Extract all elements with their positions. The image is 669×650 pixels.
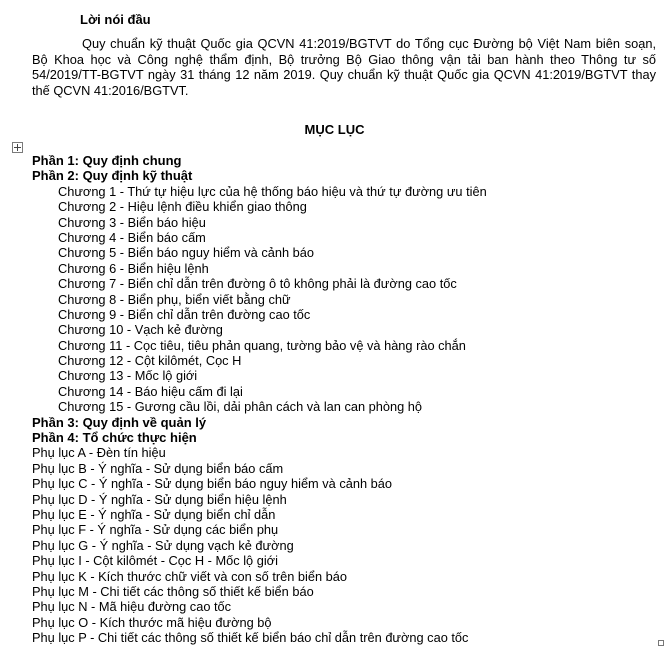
toc-chapter[interactable]: Chương 6 - Biển hiệu lệnh: [58, 260, 209, 276]
toc-chapter[interactable]: Chương 9 - Biển chỉ dẫn trên đường cao tốc: [58, 306, 311, 322]
toc-chapter[interactable]: Chương 10 - Vạch kẻ đường: [58, 322, 223, 338]
toc-chapter[interactable]: Chương 12 - Cột kilômét, Cọc H: [58, 353, 242, 369]
move-handle-icon[interactable]: [12, 142, 23, 153]
preface-title: Lời nói đầu: [80, 12, 151, 27]
toc-chapter[interactable]: Chương 5 - Biển báo nguy hiểm và cảnh báo: [58, 245, 314, 261]
toc-appendix[interactable]: Phụ lục F - Ý nghĩa - Sử dụng các biển phụ: [32, 522, 279, 538]
toc-part[interactable]: Phần 3: Quy định về quản lý: [32, 414, 207, 430]
toc-appendix[interactable]: Phụ lục B - Ý nghĩa - Sử dụng biển báo cấm: [32, 460, 284, 476]
toc-part[interactable]: Phần 1: Quy định chung: [32, 153, 182, 168]
toc-appendix[interactable]: Phụ lục K - Kích thước chữ viết và con số trên biển báo: [32, 568, 348, 584]
toc-part[interactable]: Phần 4: Tổ chức thực hiện: [32, 430, 197, 446]
toc-appendix[interactable]: Phụ lục M - Chi tiết các thông số thiết kế biển báo: [32, 583, 314, 599]
toc-appendix[interactable]: Phụ lục O - Kích thước mã hiệu đường bộ: [32, 614, 272, 630]
toc-appendix[interactable]: Phụ lục P - Chi tiết các thông số thiết kế biển báo chỉ dẫn trên đường cao tốc: [32, 630, 469, 646]
toc-appendix[interactable]: Phụ lục N - Mã hiệu đường cao tốc: [32, 599, 232, 615]
toc-chapter[interactable]: Chương 13 - Mốc lộ giới: [58, 368, 198, 384]
toc-part[interactable]: Phần 2: Quy định kỹ thuật: [32, 168, 193, 184]
toc-chapter[interactable]: Chương 14 - Báo hiệu cấm đi lại: [58, 383, 243, 399]
table-of-contents: [32, 153, 662, 646]
toc-chapter[interactable]: Chương 4 - Biển báo cấm: [58, 229, 206, 245]
toc-title: MỤC LỤC: [304, 122, 365, 137]
toc-chapter[interactable]: Chương 11 - Cọc tiêu, tiêu phản quang, tường bảo vệ và hàng rào chắn: [58, 337, 466, 353]
toc-appendix[interactable]: Phụ lục C - Ý nghĩa - Sử dụng biển báo nguy hiểm và cảnh báo: [32, 476, 392, 492]
toc-appendix[interactable]: Phụ lục G - Ý nghĩa - Sử dụng vạch kẻ đường: [32, 537, 294, 553]
toc-chapter[interactable]: Chương 8 - Biển phụ, biển viết bằng chữ: [58, 291, 291, 307]
toc-chapter[interactable]: Chương 1 - Thứ tự hiệu lực của hệ thống báo hiệu và thứ tự đường ưu tiên: [58, 183, 487, 199]
toc-appendix[interactable]: Phụ lục D - Ý nghĩa - Sử dụng biển hiệu lệnh: [32, 491, 287, 507]
end-of-cell-icon: [658, 640, 664, 646]
toc-appendix[interactable]: Phụ lục E - Ý nghĩa - Sử dụng biển chỉ dẫn: [32, 506, 276, 522]
preface-text: Quy chuẩn kỹ thuật Quốc gia QCVN 41:2019/BGTVT do Tổng cục Đường bộ Việt Nam biên soạn, Bộ Khoa học và Công nghệ thẩm định, Bộ trưởng Bộ Giao thông vận tải ban hành theo Thông tư số 54/2019/TT-BGTVT ngày 31 tháng 12 năm 2019. Quy chuẩn kỹ thuật Quốc gia QCVN 41:2019/BGTVT thay thế QCVN 41:2016/BGTVT.: [32, 36, 656, 98]
toc-chapter[interactable]: Chương 15 - Gương cầu lồi, dải phân cách và lan can phòng hộ: [58, 399, 423, 415]
toc-chapter[interactable]: Chương 2 - Hiệu lệnh điều khiển giao thông: [58, 199, 307, 215]
toc-appendix[interactable]: Phụ lục I - Cột kilômét - Cọc H - Mốc lộ giới: [32, 553, 278, 569]
toc-chapter[interactable]: Chương 3 - Biển báo hiệu: [58, 214, 206, 230]
toc-appendix[interactable]: Phụ lục A - Đèn tín hiệu: [32, 445, 166, 461]
preface-body: [32, 36, 656, 98]
toc-chapter[interactable]: Chương 7 - Biển chỉ dẫn trên đường ô tô không phải là đường cao tốc: [58, 276, 457, 292]
